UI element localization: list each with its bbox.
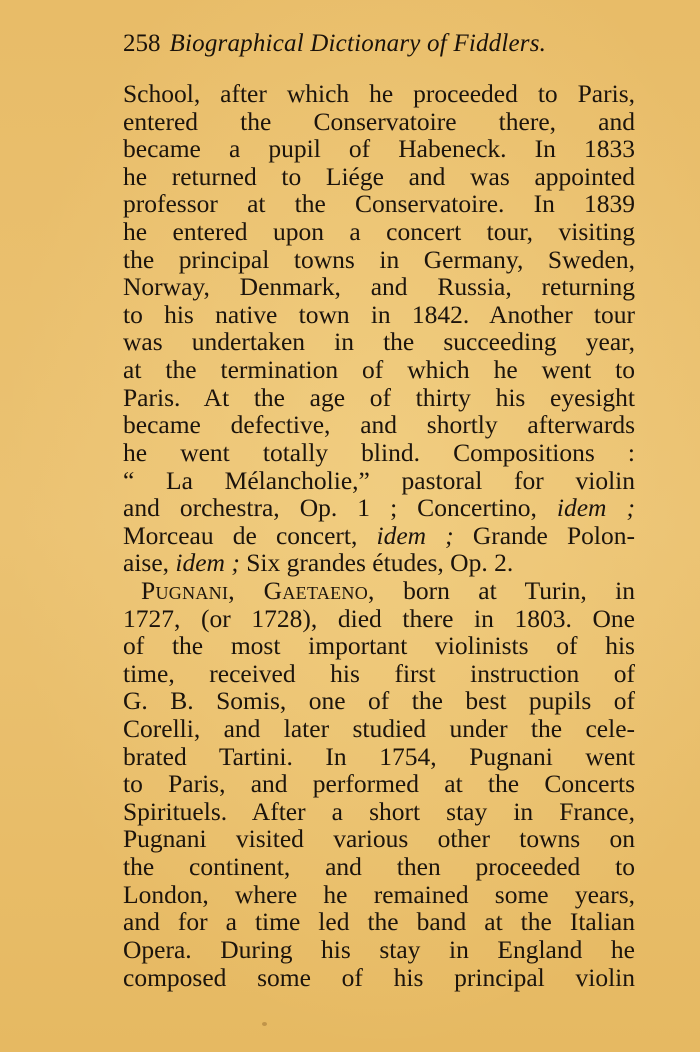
running-head bbox=[123, 27, 593, 61]
text-line: to his native town in 1842. Another tour bbox=[123, 299, 635, 329]
body-text bbox=[123, 80, 635, 991]
text-line: became a pupil of Habeneck. In 1833 bbox=[123, 134, 635, 164]
text-line: Pugnani visited various other towns on bbox=[123, 824, 635, 854]
text-line: Corelli, and later studied under the cele- bbox=[123, 714, 635, 744]
paper-speck bbox=[262, 1022, 267, 1026]
italic-text: idem ; bbox=[556, 493, 635, 523]
line-text: Morceau de concert, bbox=[123, 520, 377, 550]
text-line: of the most important violinists of his bbox=[123, 631, 635, 661]
text-line: he returned to Liége and was appointed bbox=[123, 161, 635, 191]
text-line: time, received his first instruction of bbox=[123, 658, 635, 688]
text-line: at the termination of which he went to bbox=[123, 355, 635, 385]
entry-name: Pugnani, Gaetaeno, bbox=[141, 575, 375, 605]
line-text: Grande Polon- bbox=[453, 520, 635, 550]
text-line: became defective, and shortly afterwards bbox=[123, 410, 635, 440]
italic-text: idem ; bbox=[376, 520, 454, 550]
text-line: entered the Conservatoire there, and bbox=[123, 106, 635, 136]
running-title: Biographical Dictionary of Fiddlers. bbox=[169, 30, 547, 57]
text-line: brated Tartini. In 1754, Pugnani went bbox=[123, 741, 635, 771]
text-line: to Paris, and performed at the Concerts bbox=[123, 769, 635, 799]
text-line: Spirituels. After a short stay in France, bbox=[123, 796, 635, 826]
text-line: professor at the Conservatoire. In 1839 bbox=[123, 189, 635, 219]
text-line: G. B. Somis, one of the best pupils of bbox=[123, 686, 635, 716]
line-text: Six grandes études, Op. 2. bbox=[239, 548, 514, 578]
text-line bbox=[123, 494, 635, 522]
line-text: aise, bbox=[123, 548, 176, 578]
page-number: 258 bbox=[123, 30, 161, 57]
text-line: Paris. At the age of thirty his eyesight bbox=[123, 382, 635, 412]
text-line: the continent, and then proceeded to bbox=[123, 852, 635, 882]
line-text: and orchestra, Op. 1 ; Concertino, bbox=[123, 493, 557, 523]
text-line: was undertaken in the succeeding year, bbox=[123, 327, 635, 357]
text-line: School, after which he proceeded to Paris, bbox=[123, 79, 635, 108]
text-line: 1727, (or 1728), died there in 1803. One bbox=[123, 603, 635, 633]
text-line: he went totally blind. Compositions : bbox=[123, 437, 635, 467]
line-text: born at Turin, in bbox=[374, 575, 636, 605]
text-line: London, where he remained some years, bbox=[123, 879, 635, 909]
text-line: Norway, Denmark, and Russia, returning bbox=[123, 272, 635, 302]
text-line: the principal towns in Germany, Sweden, bbox=[123, 244, 635, 274]
text-line bbox=[123, 549, 635, 577]
entry-heading-line bbox=[123, 577, 635, 605]
text-line: Opera. During his stay in England he bbox=[123, 934, 635, 964]
text-line: “ La Mélancholie,” pastoral for violin bbox=[123, 465, 635, 495]
text-line bbox=[123, 522, 635, 550]
text-line: he entered upon a concert tour, visiting bbox=[123, 217, 635, 247]
text-line: composed some of his principal violin bbox=[123, 962, 635, 992]
text-line: and for a time led the band at the Italian bbox=[123, 907, 635, 937]
italic-text: idem ; bbox=[175, 548, 240, 578]
